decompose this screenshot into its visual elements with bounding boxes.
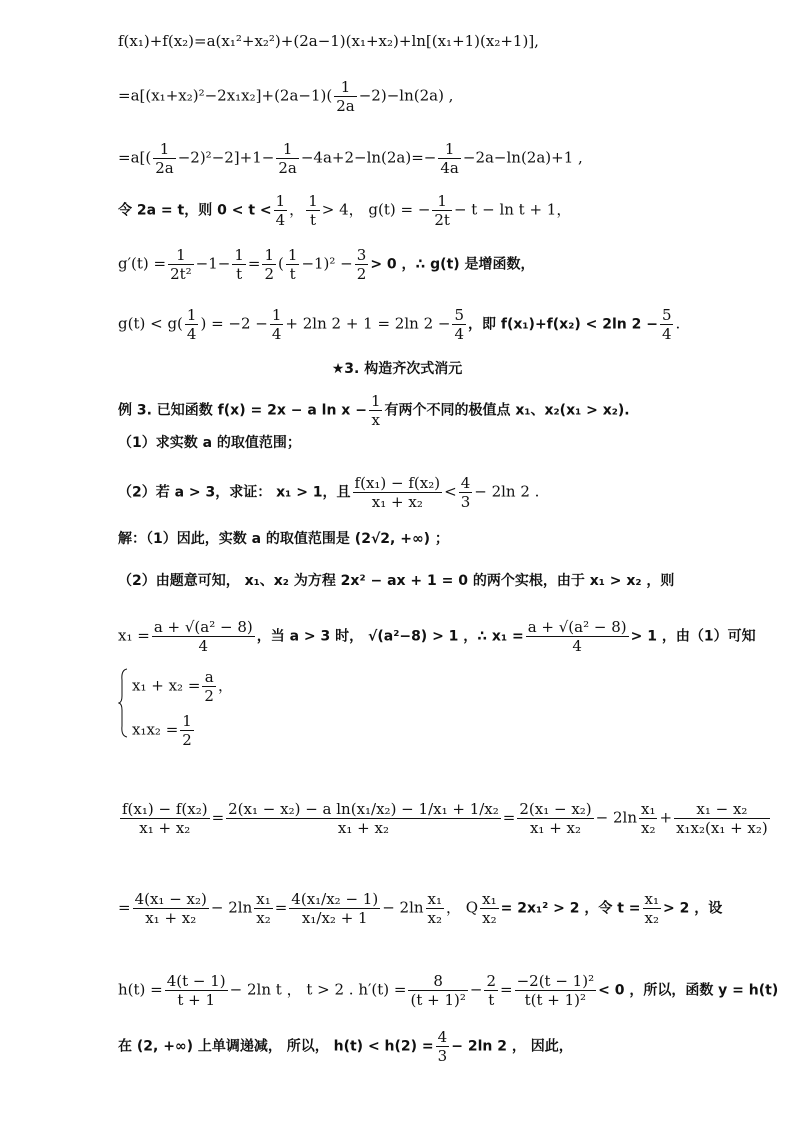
fraction: $\frac{\text{4(x₁/x₂ − 1)}}{\text{x₁/x₂ + 1}}$ — [291, 890, 379, 927]
question-1: （1）求实数 a 的取值范围； — [118, 435, 301, 451]
eq-text: x₁ + x₂ = — [132, 676, 201, 695]
fraction: $\frac{1}{2a}$ — [278, 140, 297, 177]
fraction: $\frac{1}{4}$ — [271, 306, 282, 343]
fraction: $\frac{\text{x₁ − x₂}}{\text{x₁x₂(x₁ + x₂)}}$ — [676, 800, 768, 837]
fraction: $\frac{\text{x₁}}{\text{x₂}}$ — [644, 890, 659, 927]
eq-text: = — [502, 808, 516, 827]
eq-line-8 — [118, 800, 772, 837]
eq-text: − 2ln — [210, 898, 253, 917]
system-eq-1 — [132, 668, 233, 705]
eq-text: =a[( — [118, 148, 152, 167]
example-3-statement — [118, 392, 630, 429]
eq-text: −2)−ln(2a) , — [358, 86, 454, 105]
eq-text: − 2ln 2 ， 因此， — [451, 1038, 573, 1055]
fraction: $\frac{4}{3}$ — [460, 474, 471, 511]
eq-line-7 — [118, 618, 756, 655]
fraction: $\frac{\text{f(x₁) − f(x₂)}}{\text{x₁ + x₂}}$ — [122, 800, 208, 837]
eq-text: 令 2a = t，则 0 < t < — [118, 202, 272, 219]
fraction: $\frac{1}{\text{2t²}}$ — [170, 246, 192, 283]
fraction: $\frac{5}{4}$ — [661, 306, 672, 343]
eq-text: −4a+2−ln(2a)=− — [300, 148, 437, 167]
solution-part-1: 解：（1）因此，实数 a 的取值范围是 (2√2, +∞) ； — [118, 531, 449, 547]
eq-line-2 — [118, 78, 453, 115]
solution-part-2: （2）由题意可知， x₁、x₂ 为方程 2x² − ax + 1 = 0 的两个实根，由于 x₁ > x₂ ，则 — [118, 573, 675, 589]
fraction: $\frac{1}{2}$ — [264, 246, 275, 283]
eq-text: > 1 ，由（1）可知 — [630, 628, 756, 645]
fraction: $\frac{\text{x₁}}{\text{x₂}}$ — [427, 890, 443, 927]
fraction: $\frac{\text{−2(t − 1)²}}{\text{t(t + 1)²}}$ — [516, 972, 595, 1009]
fraction: $\frac{\text{2(x₁ − x₂)}}{\text{x₁ + x₂}}$ — [519, 800, 592, 837]
eq-text: ) = −2 − — [200, 314, 268, 333]
eq-text: ， — [217, 676, 233, 695]
eq-line-11 — [118, 1028, 573, 1065]
fraction: $\frac{4(t - 1)}{t + 1}$ — [166, 972, 226, 1009]
eq-text: g′(t) = — [118, 254, 167, 273]
eq-text: + — [659, 808, 673, 827]
eq-text: − t − ln t + 1， — [453, 200, 572, 219]
eq-line-9 — [118, 890, 722, 927]
eq-text: > 4， g(t) = − — [321, 200, 431, 219]
eq-text: − 2ln — [382, 898, 424, 917]
eq-line-10 — [118, 972, 778, 1009]
eq-text: < — [444, 482, 457, 501]
eq-text: + 2ln 2 + 1 = 2ln 2 − — [285, 314, 451, 333]
fraction: $\frac{\text{4(x₁ − x₂)}}{\text{x₁ + x₂}}$ — [134, 890, 207, 927]
eq-text: f(x₁)+f(x₂)=a(x₁²+x₂²)+(2a−1)(x₁+x₂)+ln[(x₁+1)(x₂+1)], — [118, 32, 539, 50]
fraction: $\frac{3}{2}$ — [356, 246, 367, 283]
fraction: $\frac{\text{2(x₁ − x₂) − a ln(x₁/x₂) − 1/x₁ + 1/x₂}}{\text{x₁ + x₂}}$ — [228, 800, 499, 837]
fraction: $\frac{\text{x₁}}{\text{x₂}}$ — [641, 800, 656, 837]
fraction: $\frac{1}{x}$ — [370, 392, 381, 429]
eq-text: ， Q — [446, 898, 479, 917]
fraction: $\frac{1}{4}$ — [186, 306, 197, 343]
section-title: ★3. 构造齐次式消元 — [331, 361, 463, 377]
fraction: $\frac{1}{2a}$ — [336, 78, 355, 115]
fraction: $\frac{1}{2a}$ — [155, 140, 174, 177]
eq-text: ( — [278, 254, 284, 273]
eq-text: = — [247, 254, 261, 273]
eq-text: ，当 a > 3 时， √(a²−8) > 1 ，∴ x₁ = — [256, 628, 524, 645]
eq-text: = — [274, 898, 288, 917]
eq-text: . — [675, 314, 681, 333]
fraction: $\frac{\text{x₁}}{\text{x₂}}$ — [256, 890, 271, 927]
fraction: $\frac{4}{3}$ — [437, 1028, 448, 1065]
eq-text: h(t) = — [118, 980, 163, 999]
eq-text: < 0 ，所以，函数 y = h(t) — [598, 982, 779, 999]
eq-text: g(t) < g( — [118, 314, 183, 333]
eq-text: −2a−ln(2a)+1 , — [462, 148, 583, 167]
eq-line-3 — [118, 140, 583, 177]
fraction: $\frac{2}{t}$ — [486, 972, 496, 1009]
eq-text: = — [500, 980, 513, 999]
eq-text: − 2ln 2 . — [474, 482, 540, 501]
eq-line-4 — [118, 192, 571, 229]
eq-text: = — [211, 808, 225, 827]
fraction: $\frac{\text{a + √(a² − 8)}}{4}$ — [527, 618, 627, 655]
eq-text: ， — [289, 200, 305, 219]
eq-text: =a[(x₁+x₂)²−2x₁x₂]+(2a−1)( — [118, 86, 333, 105]
fraction: $\frac{\text{f(x₁) − f(x₂)}}{\text{x₁ + x₂}}$ — [354, 474, 441, 511]
brace-icon — [118, 668, 128, 738]
eq-text: > 0 ，∴ g(t) 是增函数， — [370, 256, 535, 273]
eq-text: = 2x₁² > 2 ，令 t = — [500, 900, 641, 917]
fraction: $\frac{8}{\text{(t + 1)²}}$ — [410, 972, 466, 1009]
eq-text: x₁ = — [118, 626, 150, 645]
eq-text: （2）若 a > 3，求证： x₁ > 1，且 — [118, 484, 351, 501]
eq-line-1 — [118, 30, 539, 52]
eq-text: − 2ln — [595, 808, 637, 827]
fraction: $\frac{\text{a + √(a² − 8)}}{4}$ — [153, 618, 253, 655]
eq-text: − 2ln t ， t > 2 . h′(t) = — [229, 980, 407, 999]
fraction: $\frac{5}{4}$ — [454, 306, 465, 343]
system-eq-2 — [132, 712, 196, 749]
fraction: $\frac{1}{2}$ — [182, 712, 192, 749]
eq-text: −1− — [195, 254, 231, 273]
fraction: $\frac{1}{4a}$ — [440, 140, 459, 177]
eq-text: ，即 f(x₁)+f(x₂) < 2ln 2 − — [468, 316, 658, 333]
eq-text: > 2 ，设 — [662, 900, 723, 917]
fraction: $\frac{1}{2t}$ — [434, 192, 450, 229]
eq-line-5 — [118, 246, 535, 283]
fraction: $\frac{1}{4}$ — [275, 192, 286, 229]
fraction: $\frac{\text{x₁}}{\text{x₂}}$ — [482, 890, 497, 927]
eq-text: x₁x₂ = — [132, 720, 179, 739]
eq-line-6 — [118, 306, 680, 343]
eq-text: − — [469, 980, 483, 999]
eq-text: −2)²−2]+1− — [177, 148, 275, 167]
fraction: $\frac{1}{t}$ — [308, 192, 318, 229]
question-2 — [118, 474, 539, 511]
fraction: $\frac{1}{t}$ — [287, 246, 298, 283]
fraction: $\frac{1}{t}$ — [234, 246, 244, 283]
eq-text: 例 3. 已知函数 f(x) = 2x − a ln x − — [118, 402, 367, 419]
eq-text: 在 (2, +∞) 上单调递减， 所以， h(t) < h(2) = — [118, 1038, 434, 1055]
eq-text: −1)² − — [301, 254, 353, 273]
eq-text: 有两个不同的极值点 x₁、x₂(x₁ > x₂). — [384, 402, 630, 419]
fraction: $\frac{a}{2}$ — [204, 668, 214, 705]
eq-text: = — [118, 898, 131, 917]
